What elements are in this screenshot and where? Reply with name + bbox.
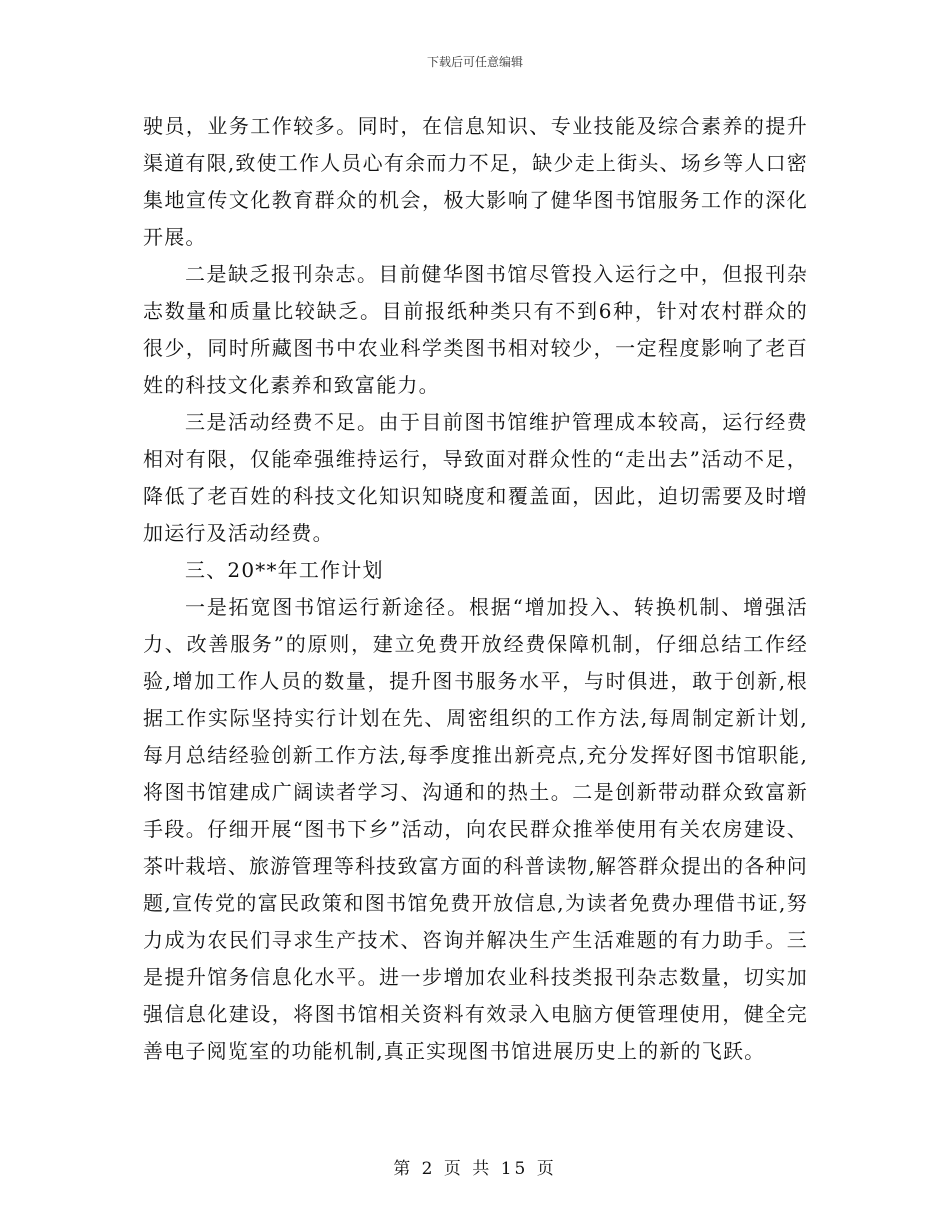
page-header: 下载后可任意编辑 [426, 55, 523, 69]
paragraph-lack-of-periodicals: 二是缺乏报刊杂志。目前健华图书馆尽管投入运行之中，但报刊杂志数量和质量比较缺乏。目前报纸种类只有不到6种，针对农村群众的很少，同时所藏图书中农业科学类图书相对较少，一定程度影响了老百姓的科技文化素养和致富能力。 [143, 262, 808, 397]
paragraph-work-plan: 一是拓宽图书馆运行新途径。根据“增加投入、转换机制、增强活力、改善服务”的原则，建立免费开放经费保障机制，仔细总结工作经验,增加工作人员的数量，提升图书服务水平，与时俱进，敢于创新,根据工作实际坚持实行计划在先、周密组织的工作方法,每周制定新计划,每月总结经验创新工作方法,每季度推出新亮点,充分发挥好图书馆职能,将图书馆建成广阔读者学习、沟通和的热土。二是创新带动群众致富新手段。仔细开展“图书下乡”活动，向农民群众推举使用有关农房建设、茶叶栽培、旅游管理等科技致富方面的科普读物,解答群众提出的各种问题,宣传党的富民政策和图书馆免费开放信息,为读者免费办理借书证,努力成为农民们寻求生产技术、咨询并解决生产生活难题的有力助手。三是提升馆务信息化水平。进一步增加农业科技类报刊杂志数量，切实加强信息化建设，将图书馆相关资料有效录入电脑方便管理使用，健全完善电子阅览室的功能机制,真正实现图书馆进展历史上的新的飞跃。 [143, 595, 808, 1063]
paragraph-lack-of-funds: 三是活动经费不足。由于目前图书馆维护管理成本较高，运行经费相对有限，仅能牵强维持运行，导致面对群众性的“走出去”活动不足，降低了老百姓的科技文化知识知晓度和覆盖面，因此，迫切需要及时增加运行及活动经费。 [143, 410, 808, 545]
page-number: 第 2 页 共 15 页 [393, 1159, 557, 1179]
document-body [143, 108, 808, 1070]
section-heading-work-plan: 三、20**年工作计划 [185, 558, 384, 582]
paragraph-continuation: 驶员，业务工作较多。同时，在信息知识、专业技能及综合素养的提升渠道有限,致使工作人员心有余而力不足，缺少走上街头、场乡等人口密集地宣传文化教育群众的机会，极大影响了健华图书馆服务工作的深化开展。 [143, 114, 808, 249]
